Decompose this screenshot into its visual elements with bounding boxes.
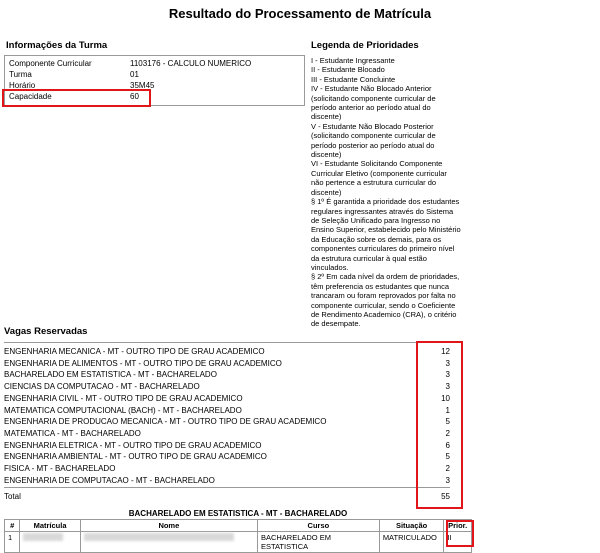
table-row: [5, 532, 472, 553]
legenda-line: de Rendimento Academico (CRA), o critério: [311, 309, 457, 319]
legenda-line: VI - Estudante Solicitando Componente: [311, 159, 443, 169]
vagas-course-count: 6: [445, 440, 450, 450]
vagas-top-divider: [4, 342, 450, 343]
vagas-course-name: FISICA - MT - BACHARELADO: [4, 464, 116, 473]
vagas-section-title: Vagas Reservadas: [4, 326, 88, 337]
legenda-line: (solicitando componente curricular de: [311, 131, 436, 141]
col-header-situacao: Situação: [379, 520, 444, 532]
page-title: Resultado do Processamento de Matrícula: [168, 6, 432, 21]
turma-value-componente: 1103176 - CALCULO NUMERICO: [130, 59, 252, 68]
col-header-matricula: Matrícula: [20, 520, 80, 532]
vagas-course-name: ENGENHARIA ELETRICA - MT - OUTRO TIPO DE GRAU ACADEMICO: [4, 440, 262, 450]
legenda-line: da estrutura curricular à qual estão: [311, 253, 427, 263]
vagas-course-count: 12: [441, 347, 450, 356]
cell-curso: BACHARELADO EM ESTATISTICA: [257, 532, 379, 553]
group-title: BACHARELADO EM ESTATISTICA - MT - BACHARELADO: [128, 509, 348, 518]
vagas-course-name: BACHARELADO EM ESTATISTICA - MT - BACHARELADO: [4, 370, 217, 380]
vagas-total-label: Total: [4, 492, 21, 501]
legenda-line: de desempate.: [311, 319, 361, 329]
turma-section-title: Informações da Turma: [6, 40, 108, 51]
legenda-line: de Seleção Unificado para Ingresso no: [311, 215, 441, 225]
legenda-line: Ensino Superior, estabelecido pelo Ministério: [311, 225, 461, 235]
cell-nome-redacted: [80, 532, 257, 553]
legenda-line: período anterior ao período atual do: [311, 103, 431, 113]
legenda-line: III - Estudante Concluinte: [311, 74, 396, 84]
legenda-line: Curricular Eletivo (componente curricular: [311, 168, 447, 178]
vagas-course-count: 3: [445, 370, 450, 380]
legenda-line: regulares ingressantes através do Sistema: [311, 206, 454, 216]
legenda-line: II - Estudante Blocado: [311, 65, 385, 75]
vagas-course-count: 3: [445, 382, 450, 392]
col-header-nome: Nome: [80, 520, 257, 532]
col-header-prior: Prior.: [444, 520, 472, 532]
vagas-course-count: 3: [445, 358, 450, 368]
vagas-course-name: ENGENHARIA CIVIL - MT - OUTRO TIPO DE GRAU ACADEMICO: [4, 393, 243, 403]
legenda-line: da Educação sobre os demais, para os: [311, 234, 442, 244]
vagas-course-count: 3: [445, 475, 450, 485]
legenda-line: V - Estudante Não Blocado Posterior: [311, 121, 434, 131]
vagas-course-count: 5: [445, 452, 450, 462]
cell-prior: II: [444, 532, 472, 553]
vagas-count-highlight: [416, 341, 463, 509]
cell-matricula-redacted: [20, 532, 80, 553]
legenda-line: têm preferencia os estudantes que nunca: [311, 281, 450, 291]
legenda-line: § 1º É garantida a prioridade dos estudantes: [311, 197, 460, 207]
cell-num: 1: [5, 532, 20, 553]
turma-label-componente: Componente Curricular: [9, 59, 92, 68]
legenda-line: componentes curriculares do primeiro nível: [311, 244, 455, 254]
turma-label-horario: Horário: [9, 81, 36, 90]
vagas-course-name: ENGENHARIA DE COMPUTACAO - MT - BACHARELADO: [4, 475, 215, 485]
legenda-line: § 2º Em cada nível da ordem de prioridades,: [311, 272, 460, 282]
vagas-course-name: ENGENHARIA AMBIENTAL - MT - OUTRO TIPO DE GRAU ACADEMICO: [4, 452, 267, 462]
turma-value-horario: 35M45: [130, 81, 155, 90]
vagas-total-value: 55: [441, 492, 450, 501]
vagas-course-name: ENGENHARIA DE ALIMENTOS - MT - OUTRO TIPO DE GRAU ACADEMICO: [4, 358, 282, 368]
turma-value-capacidade: 60: [130, 92, 139, 101]
legenda-line: I - Estudante Ingressante: [311, 56, 395, 65]
turma-label-capacidade: Capacidade: [9, 92, 52, 101]
legenda-list: [311, 56, 471, 329]
col-header-num: #: [5, 520, 20, 532]
legenda-line: (solicitando componente curricular de: [311, 93, 436, 103]
vagas-course-count: 5: [445, 417, 450, 427]
vagas-course-count: 2: [445, 428, 450, 438]
legenda-line: discente): [311, 112, 342, 122]
legenda-section-title: Legenda de Prioridades: [311, 40, 419, 51]
legenda-line: discente): [311, 150, 342, 160]
vagas-course-count: 1: [445, 405, 450, 415]
legenda-line: IV - Estudante Não Blocado Anterior: [311, 84, 432, 94]
vagas-course-name: MATEMATICA COMPUTACIONAL (BACH) - MT - BACHARELADO: [4, 405, 242, 415]
legenda-line: trancaram ou foram reprovados por falta no: [311, 291, 456, 301]
vagas-course-name: MATEMATICA - MT - BACHARELADO: [4, 428, 141, 438]
vagas-course-name: ENGENHARIA MECANICA - MT - OUTRO TIPO DE GRAU ACADEMICO: [4, 347, 265, 356]
vagas-course-name: CIENCIAS DA COMPUTACAO - MT - BACHARELADO: [4, 382, 200, 392]
capacidade-highlight: [2, 89, 151, 107]
legenda-line: não pertence a estrutura curricular do: [311, 178, 437, 188]
col-header-curso: Curso: [257, 520, 379, 532]
students-table: [4, 519, 472, 553]
turma-value-turma: 01: [130, 70, 139, 79]
vagas-course-count: 10: [441, 393, 450, 403]
legenda-line: vinculados.: [311, 262, 349, 272]
legenda-line: período posterior ao período atual do: [311, 140, 435, 150]
turma-label-turma: Turma: [9, 70, 32, 79]
vagas-total-divider: [4, 487, 450, 488]
legenda-line: discente): [311, 187, 342, 197]
vagas-course-count: 2: [445, 464, 450, 473]
prior-highlight: [446, 520, 474, 547]
vagas-course-name: ENGENHARIA DE PRODUCAO MECANICA - MT - OUTRO TIPO DE GRAU ACADEMICO: [4, 417, 327, 427]
legenda-line: componente curricular, sendo o Coeficiente: [311, 300, 456, 310]
cell-situacao: MATRICULADO: [379, 532, 444, 553]
